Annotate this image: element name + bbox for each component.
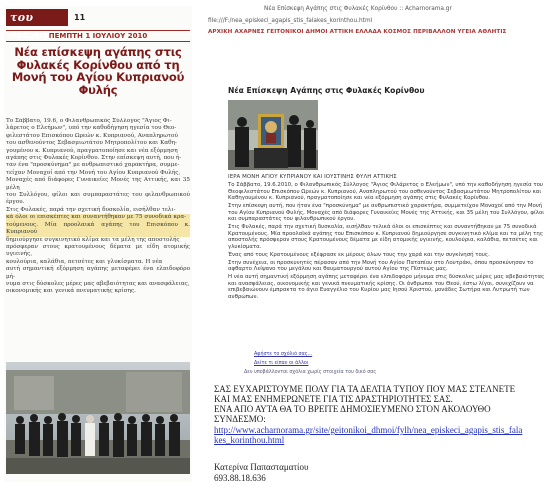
clipping-body-line: ταν ένα "προσκύνημα" με ανθρωπιστικό χαρακτήρα, συμμε-	[6, 162, 180, 169]
clipping-body-line: Στις Φυλακές, παρά την σχετική δυσκολία, εισήλθαν τελι-	[6, 206, 176, 213]
article-paragraph: Η νέα αυτή σημαντική εξόρμηση αγάπης μεταφέρει ένα ελπιδοφόρο μήνυμα στις δύσκολες μέρες μας αβεβαιότητας και ανασφάλειας, οικονομικής και γενικά πνευματικής κρίσης. Οι άνθρωποι του Θεού, έστω λίγοι, συνεχίζουν να επιβεβαιώνουν έμπρακτα το άγιο Ευαγγέλιο του Κυρίου μας Ιησού Χριστού, μονάδες Σωτήρα και Λυτρωτή των ανθρώπων.	[228, 274, 545, 300]
article-paragraph: Το Σάββατο, 19.6.2010, ο Φιλανθρωπικός Σύλλογος "Άγιος Φιλάρετος ο Ελεήμων", υπό την καθοδήγηση ηγεσία του Θεοφιλεστάτου Επισκόπου Ωρεών κ. Κυπριανού, Αναπληρωτού του ασθενούντος Σεβασμιωτάτου Μητροπολίτου και Καθηγουμένου κ. Κυπριανού, πραγματοποίησε και νέα εξόρμηση αγάπης στις Φυλακές Κορίνθου.	[228, 182, 544, 201]
signature-name: Κατερίνα Παπασταματίου	[214, 462, 309, 472]
article-body	[228, 182, 546, 302]
article-url-part-1[interactable]: http://www.acharnorama.gr/site/geitonikoi_dhmoi/fylh/nea_episkeci_agapis_stis_fala	[214, 425, 523, 435]
webpage-printout	[206, 0, 550, 488]
clipping-body-line: Μοναχές από διάφορες Γυναικείες Μονές της Αττικής, και 35 μέλη	[6, 177, 190, 191]
clipping-body-line: γουμένου κ. Κυπριανού, πραγματοποίησε και νέα εξόρμηση	[6, 147, 178, 154]
article-title: Νέα Επίσκεψη Αγάπης στις Φυλακές Κορίνθου	[228, 86, 425, 95]
site-nav[interactable]: ΑΡΧΙΚΗ ΑΧΑΡΝΕΣ ΓΕΙΤΟΝΙΚΟΙ ΔΗΜΟΙ ΑΤΤΙΚΗ ΕΛΛΑΔΑ ΚΟΣΜΟΣ ΠΕΡΙΒΑΛΛΟΝ ΥΓΕΙΑ ΑΘΛΗΤΙΣ	[208, 29, 507, 35]
signature-phone: 693.88.18.636	[214, 473, 266, 483]
letter-line: ΣΥΝΔΕΣΜΟ:	[214, 414, 266, 424]
clipping-body-line: κουλούρια, καλάθια, πετσέτες και γλυκίσματα. Η νέα	[6, 258, 163, 265]
clipping-body-line: δημιούργησε συγκινητικό κλίμα και τα μέλη της αποστολής	[6, 236, 180, 243]
letter-line: ΣΑΣ ΕΥΧΑΡΙΣΤΟΥΜΕ ΠΟΛΥ ΓΙΑ ΤΑ ΔΕΛΤΙΑ ΤΥΠΟΥ ΠΟΥ ΜΑΣ ΣΤΕΛΝΕΤΕ	[214, 384, 516, 394]
letter-line: ΕΝΑ ΑΠΟ ΑΥΤΑ ΘΑ ΤΟ ΒΡΕΙΤΕ ΔΗΜΟΣΙΕΥΜΕΝΟ ΣΤΟΝ ΑΚΟΛΟΥΘΟ	[214, 404, 491, 414]
page-number: 11	[74, 13, 86, 22]
comments-notice: Δεν υποβάλλονται σχόλια χωρίς στοιχεία του δικό σας	[244, 370, 377, 375]
clipping-body	[6, 118, 190, 346]
clipping-body-line: νυμα στις δύσκολες μέρες μας αβεβαιότητας και ανασφάλειας,	[6, 280, 190, 287]
article-url-link[interactable]	[214, 425, 550, 445]
clipping-body-line: τούμενους. Μία προολαικά αγάπης του Επισκόπου κ. Κυπριανού	[6, 221, 190, 236]
print-header-title: Νέα Επίσκεψη Αγάπης στις Φυλακές Κορίνθου :: Acharnorama.gr	[264, 6, 452, 12]
clipping-body-line: Το Σάββατο, 19.6, ο Φιλανθρωπικός Σύλλογος "Άγιος Φι-	[6, 118, 172, 124]
clipping-body-line: λάρετος ο Ελεήμων", υπό την καθοδήγηση ηγεσία του Θεο-	[6, 125, 177, 132]
clipping-body-line: κά όλοι οι επισκέπτες και συναντήθηκαν με 75 συνοδικά κρα-	[6, 214, 190, 221]
article-photo	[228, 100, 318, 170]
photo-caption: ΙΕΡΑ ΜΟΝΗ ΑΓΙΟΥ ΚΥΠΡΙΑΝΟΥ ΚΑΙ ΙΟΥΣΤΙΝΗΣ ΦΥΛΗ ΑΤΤΙΚΗΣ	[228, 174, 397, 180]
comment-link[interactable]: Αφήστε το σχόλιό σας...	[254, 352, 313, 357]
print-header-url: file:///F:/nea_episkeci_agapis_stis_falakes_korinthou.html	[208, 18, 373, 24]
letter-text	[214, 384, 550, 445]
clipping-body-line: αγάπης στις Φυλακές Κορίνθου. Στην επίσκεψη αυτή, που ή-	[6, 155, 182, 162]
clipping-body-line: του Συλλόγου, φίλοι και συμπαραστάτες του φιλανθρωπικού έργου.	[6, 192, 190, 206]
clipping-body-line: αυτή σημαντική εξόρμηση αγάπης μεταφέρει ένα ελπιδοφόρο μή-	[6, 266, 190, 280]
article-paragraph: Στην συνέχεια, οι προσκυνητές πέρασαν από την Μονή του Αγίου Παταπίου στο Λουτράκι, όπου προσκύνησαν το αφθαρτο Λείψανο του μεγάλου και θαυματουργού αυτού Αγίου της Πίστεώς μας.	[228, 259, 534, 273]
letter-line: ΚΑΙ ΜΑΣ ΕΝΗΜΕΡΩΝΕΤΕ ΓΙΑ ΤΙΣ ΔΡΑΣΤΗΡΙΟΤΗΤΕΣ ΣΑΣ.	[214, 394, 453, 404]
newspaper-clipping	[4, 6, 192, 482]
issue-date: ΠΕΜΠΤΗ 1 ΙΟΥΛΙΟΥ 2010	[6, 30, 190, 42]
clipping-body-line: τείχαν Μοναχοί από την Μονή του Αγίου Κυπριανού Φυλής,	[6, 169, 181, 176]
clipping-headline: Νέα επίσκεψη αγάπης στις Φυλακές Κορίνθου από τη Μονή του Αγίου Κυπριανού Φυλής	[11, 45, 185, 97]
article-paragraph: Ένας από τους Κρατουμένους εξέφρασε εκ μέρους όλων τους την χαρά και την συγκίνησή τους.	[228, 251, 490, 258]
clipping-body-line: οικονομικής και γενικά πνευματικής κρίσης.	[6, 288, 136, 295]
clipping-body-line: του ασθενούντος Σεβασμιωτάτου Μητροπολίτου και Καθη-	[6, 140, 177, 147]
article-paragraph: Στην επίσκεψη αυτή, που ήταν ένα "προσκύνημα" με ανθρωπιστικό χαρακτήρα, συμμετείχαν Μοναχοί από την Μονή του Αγίου Κυπριανού Φυλής, Μοναχές από διάφορες Γυναικείες Μονές της Αττικής, και 35 μέλη του Συλλόγου, φίλοι και συμπαραστάτες του φιλανθρωπικού έργου.	[228, 203, 545, 223]
clipping-body-line: πρόσφεραν στους κρατουμένους δέματα με είδη ατομικής υγιεινής,	[6, 243, 190, 258]
group-photo	[6, 362, 190, 474]
newspaper-logo: του ΜΕΛΛΟΝ	[6, 9, 68, 26]
article-url-part-2[interactable]: kes_korinthou.html	[214, 435, 285, 445]
article-paragraph: Στις Φυλακές, παρά την σχετική δυσκολία, εισήλθαν τελικά όλοι οι επισκέπτες και συναντήθηκαν με 75 συνοδικά Κρατουμένους. Μία προολαϊκά αγάπης του Επισκόπου κ. Κυπριανού δημιούργησε συγκινητικό κλίμα και τα μέλη της αποστολής πρόσφεραν στους Κρατουμένους δέματα με είδη ατομικής υγιεινής, κουλούρια, καλάθια, πετσέτες και γλυκίσματα.	[228, 224, 543, 250]
view-comments-link[interactable]: Δείτε τι είπαν οι άλλοι	[254, 361, 309, 366]
clipping-body-line: φιλεστάτου Επισκόπου Ωρεών κ. Κυπριανού, Αναπληρωτού	[6, 132, 178, 139]
